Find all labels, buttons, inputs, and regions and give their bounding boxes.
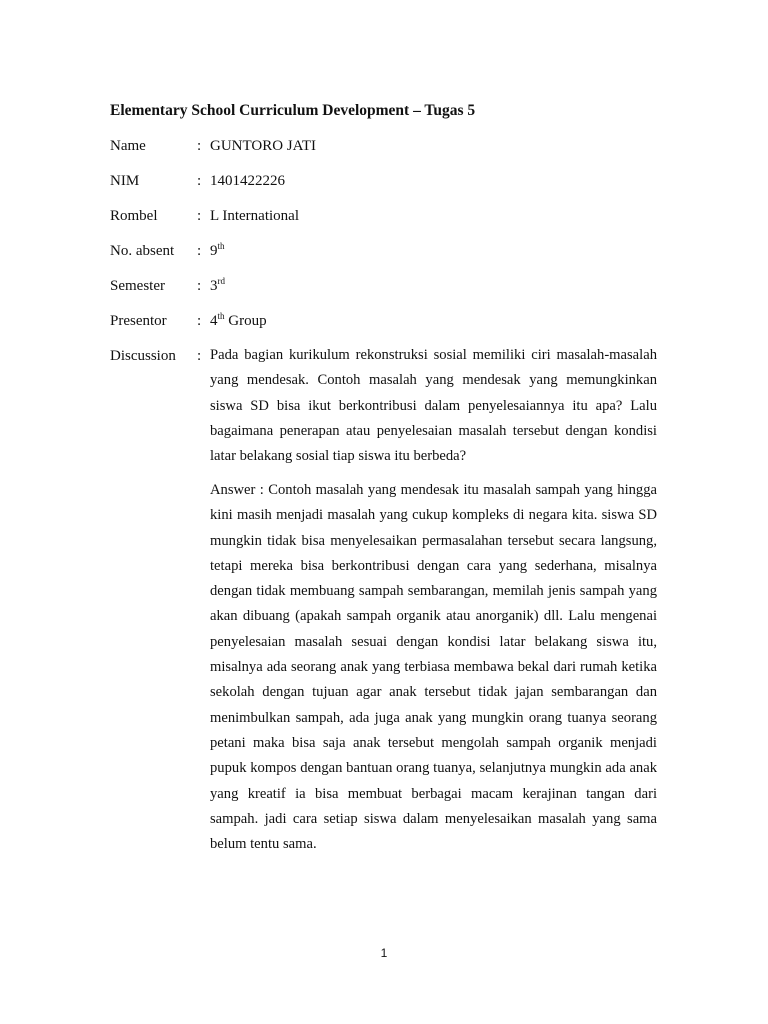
absent-number: 9 — [210, 243, 218, 259]
field-value-absent — [210, 243, 225, 260]
field-label-name: Name — [110, 138, 146, 154]
field-separator: : — [197, 208, 202, 224]
field-label-rombel: Rombel — [110, 208, 158, 224]
presentor-rest: Group — [224, 313, 267, 329]
presentor-number: 4 — [210, 313, 218, 329]
field-separator: : — [197, 173, 202, 189]
discussion-question: Pada bagian kurikulum rekonstruksi sosial memiliki ciri masalah-masalah yang mendesak. Contoh masalah yang mendesak yang memungkinkan siswa SD bisa ikut berkontribusi dalam penyelesaiannya itu apa? Lalu bagaimana penerapan atau penyelesaian masalah tersebut dengan kondisi latar belakang sosial tiap siswa itu berbeda? — [210, 347, 657, 465]
semester-number: 3 — [210, 278, 218, 294]
semester-suffix: rd — [217, 276, 225, 286]
field-label-discussion: Discussion — [110, 348, 176, 364]
field-label-absent: No. absent — [110, 243, 175, 259]
field-separator: : — [197, 348, 202, 364]
field-separator: : — [197, 138, 202, 154]
presentor-suffix: th — [217, 311, 225, 321]
field-value-presentor — [210, 313, 267, 330]
absent-suffix: th — [217, 241, 225, 251]
document-title: Elementary School Curriculum Development – Tugas 5 — [110, 102, 476, 119]
page-number: 1 — [380, 946, 388, 960]
field-value-rombel: L International — [210, 208, 299, 224]
discussion-answer: Answer : Contoh masalah yang mendesak itu masalah sampah yang hingga kini masih menjadi masalah yang cukup kompleks di negara kita. siswa SD mungkin tidak bisa menyelesaikan permasalahan tersebut secara langsung, tetapi mereka bisa berkontribusi dengan cara yang sederhana, misalnya dengan tidak membuang sampah sembarangan, memilah jenis sampah yang akan dibuang (apakah sampah organik atau anorganik) dll. Lalu mengenai penyelesaian masalah sesuai dengan kondisi latar belakang siswa itu, misalnya ada seorang anak yang terbiasa membawa bekal dari rumah ketika sekolah dengan tujuan agar anak tersebut tidak jajan sembarangan dan menimbulkan sampah, ada juga anak yang mungkin orang tuanya seorang petani maka bisa saja anak tersebut mengolah sampah organik menjadi pupuk kompos dengan bantuan orang tuanya, selanjutnya mungkin ada anak yang kreatif ia bisa membuat berbagai macam kerajinan tangan dari sampah. jadi cara setiap siswa dalam menyelesaikan masalah yang sama belum tentu sama. — [210, 482, 657, 853]
field-separator: : — [197, 313, 202, 329]
field-value-semester — [210, 278, 225, 295]
field-value-name: GUNTORO JATI — [210, 138, 316, 154]
field-separator: : — [197, 243, 202, 259]
field-value-nim: 1401422226 — [210, 173, 285, 189]
field-label-presentor: Presentor — [110, 313, 167, 329]
field-label-semester: Semester — [110, 278, 165, 294]
field-label-nim: NIM — [110, 173, 140, 189]
field-separator: : — [197, 278, 202, 294]
